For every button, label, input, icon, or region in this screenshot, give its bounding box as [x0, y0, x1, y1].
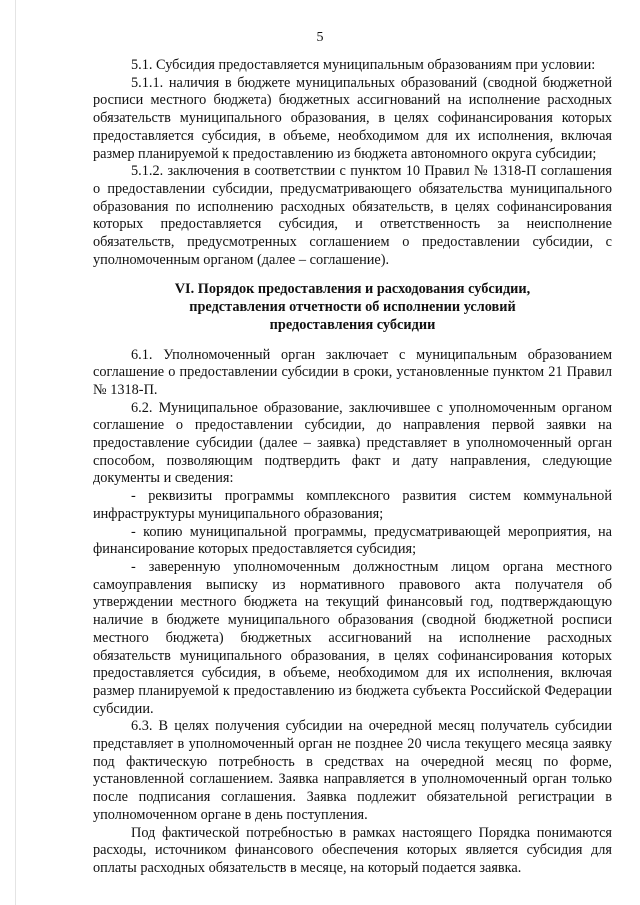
paragraph-6-2: 6.2. Муниципальное образование, заключившее с уполномоченным органом соглашение о предоставлении субсидии, до направления первой заявки на предоставление субсидии (далее – заявка) представляет в уполномоченный орган способом, позволяющим подтвердить факт и дату направления, следующие документы и сведения: [93, 399, 612, 487]
section-6-heading [93, 281, 612, 334]
document-body [93, 57, 612, 878]
paragraph-5-1-1: 5.1.1. наличия в бюджете муниципальных образований (сводной бюджетной росписи местного бюджета) бюджетных ассигнований на исполнение расходных обязательств муниципального образования, в целях софинансирования которых предоставляется субсидия, в объеме, необходимом для их исполнения, включая размер планируемой к предоставлению из бюджета автономного округа субсидии; [93, 74, 612, 162]
section-6-heading-line-3: предоставления субсидии [269, 316, 436, 333]
paragraph-5-1: 5.1. Субсидия предоставляется муниципальным образованиям при условии: [131, 57, 596, 73]
list-item-budget-extract: - заверенную уполномоченным должностным лицом органа местного самоуправления выписку из нормативного правового акта получателя об утверждении местного бюджета на текущий финансовый год, подтверждающую наличие в бюджете муниципального образования (сводной бюджетной росписи местного бюджета) бюджетных ассигнований на исполнение расходных обязательств муниципального образования, в целях софинансирования которых предоставляется субсидия, в объеме, необходимом для их исполнения, включая размер планируемой к предоставлению из бюджета субъекта Российской Федерации субсидии. [93, 558, 612, 717]
paragraph-5-1-2: 5.1.2. заключения в соответствии с пунктом 10 Правил № 1318-П соглашения о предоставлении субсидии, предусматривающего обязательства муниципального образования по исполнению расходных обязательств, в целях софинансирования которых предоставляется субсидия, и ответственность за неисполнение обязательств, предусмотренных соглашением о предоставлении субсидии, с уполномоченным органом (далее – соглашение). [93, 163, 612, 268]
paragraph-actual-need: Под фактической потребностью в рамках настоящего Порядка понимаются расходы, источником финансового обеспечения которых является субсидия для оплаты расходных обязательств в месяце, на который подается заявка. [93, 824, 612, 876]
section-6-heading-line-1: VI. Порядок предоставления и расходования субсидии, [174, 281, 531, 298]
page-number: 5 [316, 30, 324, 45]
scan-edge-line [15, 0, 16, 905]
paragraph-6-1: 6.1. Уполномоченный орган заключает с муниципальным образованием соглашение о предоставлении субсидии в сроки, установленные пунктом 21 Правил № 1318-П. [93, 346, 612, 398]
section-6-heading-line-2: представления отчетности об исполнении условий [189, 299, 516, 316]
list-item-requisites: - реквизиты программы комплексного развития систем коммунальной инфраструктуры муниципального образования; [93, 488, 612, 522]
paragraph-6-3: 6.3. В целях получения субсидии на очередной месяц получатель субсидии представляет в уполномоченный орган не позднее 20 числа текущего месяца заявку под фактическую потребность в средствах на очередной месяц по форме, установленной соглашением. Заявка направляется в уполномоченный орган только после подписания соглашения. Заявка подлежит обязательной регистрации в уполномоченном органе в день поступления. [93, 718, 612, 823]
list-item-program-copy: - копию муниципальной программы, предусматривающей мероприятия, на финансирование которых предоставляется субсидия; [93, 523, 612, 558]
